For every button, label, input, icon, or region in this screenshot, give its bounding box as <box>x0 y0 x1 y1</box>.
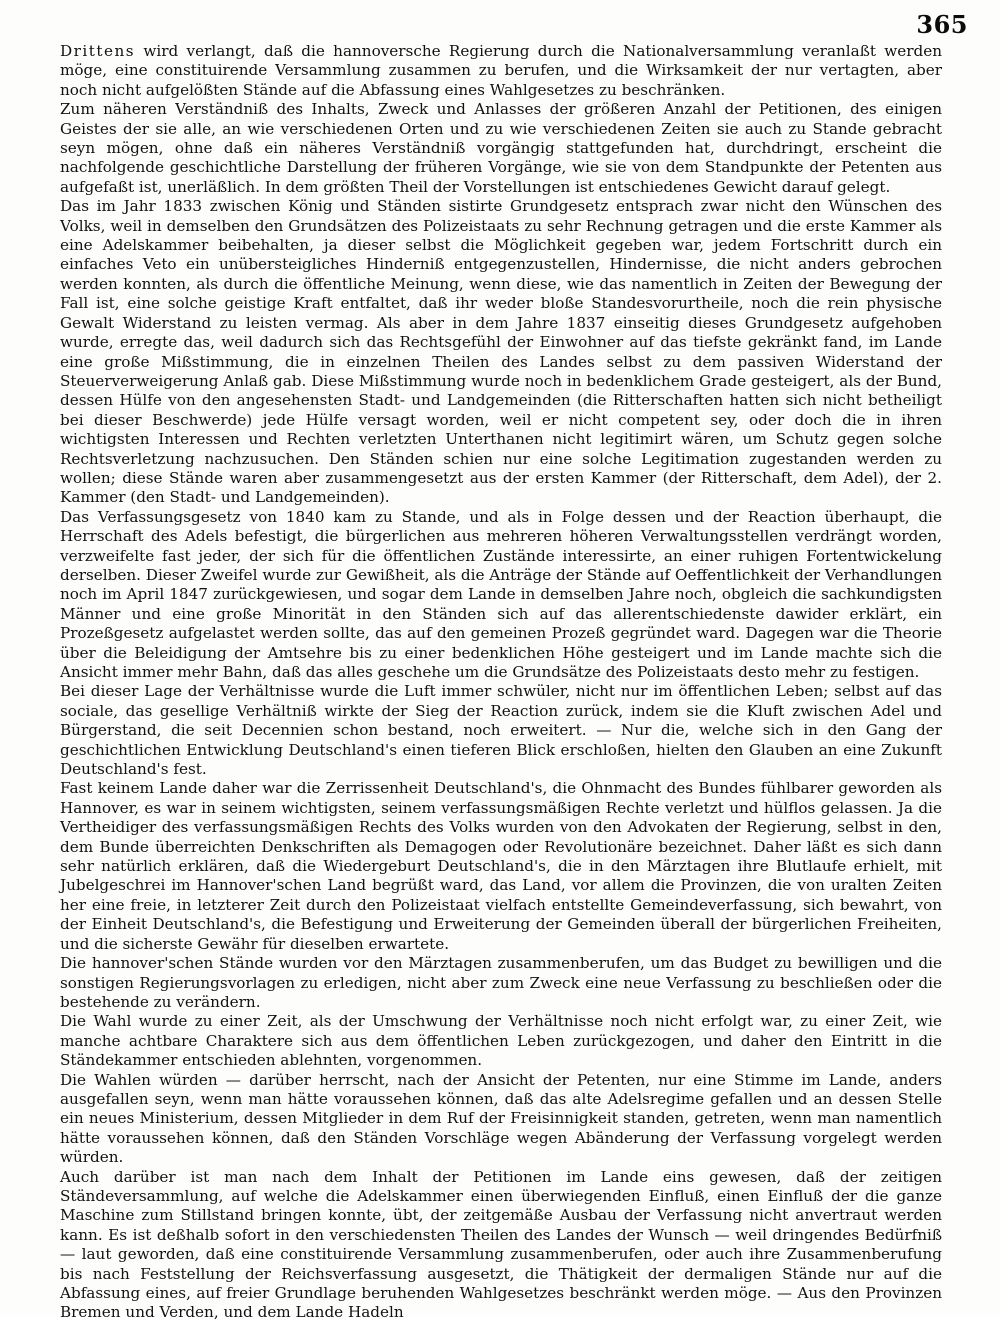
paragraph-wahlen: Die Wahlen würden — darüber herrscht, nach der Ansicht der Petenten, nur eine Stimme im Lande, anders ausgefallen seyn, wenn man hätte voraussehen können, daß das alte Adelsregime gefallen und an dessen Stelle ein neues Ministerium, dessen Mitglieder in dem Ruf der Freisinnigkeit standen, getreten, wenn man namentlich hätte voraussehen können, daß den Ständen Vorschläge wegen Abänderung der Verfassung vorgelegt werden würden. <box>60 1070 942 1167</box>
paragraph-wahl: Die Wahl wurde zu einer Zeit, als der Umschwung der Verhältnisse noch nicht erfolgt war, zu einer Zeit, wie manche achtbare Charaktere sich aus dem öffentlichen Leben zurückgezogen, und daher den Eintritt in die Ständekammer entschieden ablehnten, vorgenommen. <box>60 1012 942 1070</box>
paragraph-lage-verhaeltnisse: Bei dieser Lage der Verhältnisse wurde die Luft immer schwüler, nicht nur im öffentlichen Leben; selbst auf das sociale, das gesellige Verhältniß wirkte der Sieg der Reaction zurück, indem sie die Kluft zwischen Adel und Bürgerstand, die seit Decennien schon bestand, noch erweitert. — Nur die, welche sich in den Gang der geschichtlichen Entwicklung Deutschland's einen tieferen Blick erschloßen, hielten den Glauben an eine Zukunft Deutschland's fest. <box>60 682 942 779</box>
paragraph-lead-word: Drittens <box>60 42 136 60</box>
paragraph-staendeversammlung: Auch darüber ist man nach dem Inhalt der Petitionen im Lande eins gewesen, daß der zeitigen Ständeversammlung, auf welche die Adelskammer einen überwiegenden Einfluß, einen Einfluß der die ganze Maschine zum Stillstand bringen konnte, übt, der zeitgemäße Ausbau der Verfassung nicht anvertraut werden kann. Es ist deßhalb sofort in den verschiedensten Theilen des Landes der Wunsch — weil dringendes Bedürfniß — laut geworden, daß eine constituirende Versammlung zusammenberufen, oder auch ihre Zusammenberufung bis nach Feststellung der Reichsverfassung ausgesetzt, die Thätigkeit der dermaligen Stände nur auf die Abfassung eines, auf freier Grundlage beruhenden Wahlgesetzes beschränkt werden möge. — Aus den Provinzen Bremen und Verden, und dem Lande Hadeln <box>60 1167 942 1322</box>
paragraph-zerrissenheit: Fast keinem Lande daher war die Zerrissenheit Deutschland's, die Ohnmacht des Bundes fühlbarer geworden als Hannover, es war in seinem wichtigsten, seinem verfassungsmäßigen Rechte verletzt und hülflos gelassen. Ja die Vertheidiger des verfassungsmäßigen Rechts des Volks wurden von den Advokaten der Regierung, selbst in den, dem Bunde überreichten Denkschriften als Demagogen oder Revolutionäre bezeichnet. Daher läßt es sich dann sehr natürlich erklären, daß die Wiedergeburt Deutschland's, die in den Märztagen ihre Blutlaufe erhielt, mit Jubelgeschrei im Hannover'schen Land begrüßt ward, das Land, vor allem die Provinzen, die von uralten Zeiten her eine freie, in letzterer Zeit durch den Polizeistaat vielfach entstellte Gemeindeverfassung, sich bewahrt, von der Einheit Deutschland's, die Befestigung und Erweiterung der Gemeinden überall der bürgerlichen Freiheiten, und die sicherste Gewähr für dieselben erwartete. <box>60 779 942 953</box>
page-number: 365 <box>916 10 968 39</box>
body-text <box>60 42 942 1323</box>
paragraph-verstaendniss: Zum näheren Verständniß des Inhalts, Zweck und Anlasses der größeren Anzahl der Petitionen, des einigen Geistes der sie alle, an wie verschiedenen Orten und zu wie verschiedenen Zeiten sie auch zu Stande gebracht seyn mögen, ohne daß ein näheres Verständniß vorgängig stattgefunden hat, durchdringt, erscheint die nachfolgende geschichtliche Darstellung der früheren Vorgänge, wie sie von dem Standpunkte der Petenten aus aufgefaßt ist, unerläßlich. In dem größten Theil der Vorstellungen ist entschiedenes Gewicht darauf gelegt. <box>60 100 942 196</box>
paragraph-verfassungsgesetz-1840: Das Verfassungsgesetz von 1840 kam zu Stande, und als in Folge dessen und der Reaction überhaupt, die Herrschaft des Adels befestigt, die bürgerlichen aus mehreren höheren Verwaltungsstellen verdrängt worden, verzweifelte fast jeder, der sich für die öffentlichen Zustände interessirte, an einer ruhigen Fortentwickelung derselben. Dieser Zweifel wurde zur Gewißheit, als die Anträge der Stände auf Oeffentlichkeit der Verhandlungen noch im April 1847 zurückgewiesen, und sogar dem Lande in demselben Jahre noch, obgleich die sachkundigsten Männer und eine große Minorität in den Ständen sich auf das allerentschiedenste dawider erklärt, ein Prozeßgesetz aufgelastet werden sollte, das auf den gemeinen Prozeß gegründet ward. Dagegen war die Theorie über die Beleidigung der Amtsehre bis zu einer bedenklichen Höhe gesteigert und im Lande machte sich die Ansicht immer mehr Bahn, daß das alles geschehe um die Grundsätze des Polizeistaats desto mehr zu festigen. <box>60 507 942 681</box>
paragraph-grundgesetz-1833: Das im Jahr 1833 zwischen König und Ständen sistirte Grundgesetz entsprach zwar nicht den Wünschen des Volks, weil in demselben den Grundsätzen des Polizeistaats zu sehr Rechnung getragen und die erste Kammer als eine Adelskammer beibehalten, ja dieser selbst die Möglichkeit gegeben war, jedem Fortschritt durch ein einfaches Veto ein unübersteigliches Hinderniß entgegenzustellen, Hindernisse, die nicht anders gebrochen werden konnten, als durch die öffentliche Meinung, wenn diese, wie das namentlich in Zeiten der Bewegung der Fall ist, eine solche geistige Kraft entfaltet, daß ihr weder bloße Standesvorurtheile, noch die rein physische Gewalt Widerstand zu leisten vermag. Als aber in dem Jahre 1837 einseitig dieses Grundgesetz aufgehoben wurde, erregte das, weil dadurch sich das Rechtsgefühl der Einwohner auf das tiefste gekränkt fand, im Lande eine große Mißstimmung, die in einzelnen Theilen des Landes selbst zu dem passiven Widerstand der Steuerverweigerung Anlaß gab. Diese Mißstimmung wurde noch in bedenklichem Grade gesteigert, als der Bund, dessen Hülfe von den angesehensten Stadt- und Landgemeinden (die Ritterschaften hatten sich nicht betheiligt bei dieser Beschwerde) jede Hülfe versagt worden, weil er nicht competent sey, oder doch die in ihren wichtigsten Interessen und Rechten verletzten Unterthanen nicht legitimirt wären, um Schutz gegen solche Rechtsverletzung nachzusuchen. Den Ständen schien nur eine solche Legitimation zugestanden werden zu wollen; diese Stände waren aber zusammengesetzt aus der ersten Kammer (der Ritterschaft, dem Adel), der 2. Kammer (den Stadt- und Landgemeinden). <box>60 197 942 507</box>
paragraph-text: wird verlangt, daß die hannoversche Regierung durch die Nationalversammlung veranlaßt werden möge, eine constituirende Versammlung zusammen zu berufen, und die Wirksamkeit der nur vertagten, aber noch nicht aufgelößten Stände auf die Abfassung eines Wahlgesetzes zu beschränken. <box>60 42 942 99</box>
paragraph-drittens <box>60 42 942 100</box>
paragraph-staende-maerztage: Die hannover'schen Stände wurden vor den Märztagen zusammenberufen, um das Budget zu bewilligen und die sonstigen Regierungsvorlagen zu erledigen, nicht aber zum Zweck eine neue Verfassung zu beschließen oder die bestehende zu verändern. <box>60 954 942 1011</box>
